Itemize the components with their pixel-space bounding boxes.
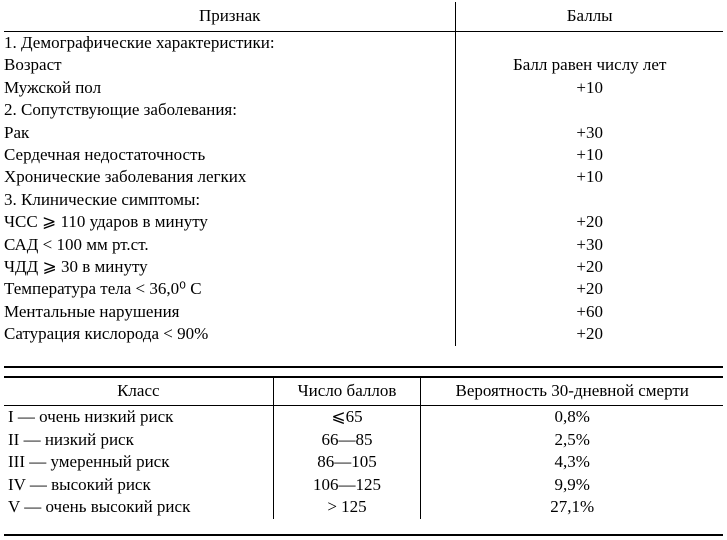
risk-score-range: 106—125 <box>273 474 421 497</box>
score-criteria-table <box>4 2 723 346</box>
criterion-points: +10 <box>456 77 723 99</box>
table-row <box>4 99 723 121</box>
table2-bottom-rule <box>4 534 723 536</box>
criterion-label: Сатурация кислорода < 90% <box>4 324 209 344</box>
criterion-label: 3. Клинические симптомы: <box>4 189 201 209</box>
risk-mortality: 9,9% <box>421 474 723 497</box>
criterion-points: +30 <box>456 122 723 144</box>
criterion-points <box>456 32 723 55</box>
risk-score-range: 66—85 <box>273 429 421 452</box>
criterion-points <box>456 189 723 211</box>
criterion-points: +10 <box>456 166 723 188</box>
table-row <box>4 451 723 474</box>
table-row <box>4 211 723 233</box>
table-row <box>4 54 723 76</box>
risk-score-range: 86—105 <box>273 451 421 474</box>
criterion-label: 1. Демографические характеристики: <box>4 33 275 52</box>
risk-class-label: II — низкий риск <box>8 429 134 449</box>
criterion-label: 2. Сопутствующие заболевания: <box>4 100 237 120</box>
table-row <box>4 234 723 256</box>
criterion-label: Возраст <box>4 55 62 75</box>
table-header-row <box>4 2 723 32</box>
table-row <box>4 301 723 323</box>
table-row <box>4 32 723 55</box>
criterion-points: +20 <box>456 323 723 345</box>
criterion-label: Хронические заболевания легких <box>4 167 247 187</box>
risk-class-label: V — очень высокий риск <box>8 497 191 517</box>
criterion-points: +10 <box>456 144 723 166</box>
criterion-points <box>456 99 723 121</box>
criterion-points: Балл равен числу лет <box>456 54 723 76</box>
table-row <box>4 256 723 278</box>
criterion-label: Ментальные нарушения <box>4 301 180 321</box>
column-header-mortality: Вероятность 30-дневной смерти <box>421 377 723 406</box>
risk-score-range: > 125 <box>273 496 421 519</box>
criterion-label: Рак <box>4 122 30 142</box>
risk-class-label: III — умеренный риск <box>8 452 170 472</box>
column-header-class: Класс <box>4 377 273 406</box>
table1-bottom-rule <box>4 366 723 368</box>
table-row <box>4 429 723 452</box>
criterion-points: +20 <box>456 211 723 233</box>
criterion-label: ЧДД ⩾ 30 в минуту <box>4 257 148 277</box>
column-header-criterion: Признак <box>4 2 456 32</box>
risk-mortality: 0,8% <box>421 406 723 429</box>
table-row <box>4 166 723 188</box>
criterion-label: ЧСС ⩾ 110 ударов в минуту <box>4 212 208 232</box>
table-row <box>4 189 723 211</box>
criterion-points: +20 <box>456 278 723 300</box>
risk-class-table <box>4 376 723 519</box>
table-row <box>4 278 723 300</box>
table-row <box>4 323 723 345</box>
criterion-label: Мужской пол <box>4 77 102 97</box>
table-row <box>4 496 723 519</box>
table-row <box>4 77 723 99</box>
column-header-points: Баллы <box>456 2 723 32</box>
criterion-points: +20 <box>456 256 723 278</box>
table-row <box>4 474 723 497</box>
risk-score-range: ⩽65 <box>273 406 421 429</box>
column-header-score: Число баллов <box>273 377 421 406</box>
table-header-row <box>4 377 723 406</box>
criterion-label: Сердечная недостаточность <box>4 145 206 165</box>
table-row <box>4 406 723 429</box>
table-row <box>4 144 723 166</box>
risk-mortality: 27,1% <box>421 496 723 519</box>
risk-class-label: I — очень низкий риск <box>8 407 174 426</box>
risk-mortality: 4,3% <box>421 451 723 474</box>
criterion-points: +30 <box>456 234 723 256</box>
risk-mortality: 2,5% <box>421 429 723 452</box>
criterion-label: САД < 100 мм рт.ст. <box>4 234 149 254</box>
criterion-points: +60 <box>456 301 723 323</box>
table-row <box>4 122 723 144</box>
criterion-label: Температура тела < 36,0⁰ С <box>4 279 202 299</box>
risk-class-label: IV — высокий риск <box>8 474 151 494</box>
